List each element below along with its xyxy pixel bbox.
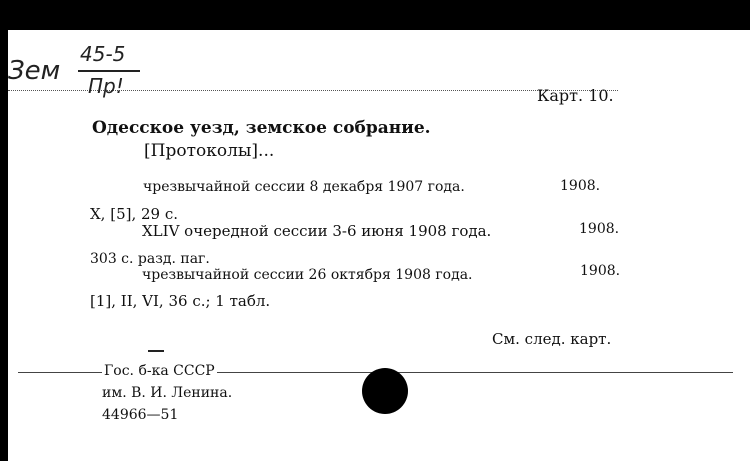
shelf-mark-prefix: Зем (8, 56, 61, 86)
card-punch-hole (362, 368, 408, 414)
shelf-mark-bottom: Пр! (88, 74, 124, 98)
card-subheading: [Протоколы]... (144, 141, 275, 161)
entry-year: 1908. (560, 178, 601, 194)
entry-year: 1908. (580, 263, 621, 279)
shelf-mark-top: 45-5 (80, 42, 126, 66)
entry-title: чрезвычайной сессии 8 декабря 1907 года. (143, 179, 465, 195)
shelf-mark-fraction-line (78, 70, 140, 72)
card-number: Карт. 10. (537, 86, 614, 105)
entry-details: X, [5], 29 с. (90, 205, 179, 223)
library-name-line2: им. В. И. Ленина. (102, 385, 233, 401)
entry-details: 303 с. разд. паг. (90, 251, 210, 267)
entry-year: 1908. (579, 221, 620, 237)
short-dash (148, 350, 164, 352)
see-next-card: См. след. карт. (492, 330, 612, 348)
entry-title: XLIV очередной сессии 3-6 июня 1908 года. (142, 222, 492, 240)
library-catalog-number: 44966—51 (102, 407, 179, 423)
catalog-card (8, 30, 750, 461)
entry-title: чрезвычайной сессии 26 октября 1908 года. (142, 267, 473, 283)
library-name: Гос. б-ка СССР (104, 363, 215, 379)
card-heading: Одесское уезд, земское собрание. (92, 118, 431, 138)
entry-details: [1], II, VI, 36 с.; 1 табл. (90, 292, 271, 310)
